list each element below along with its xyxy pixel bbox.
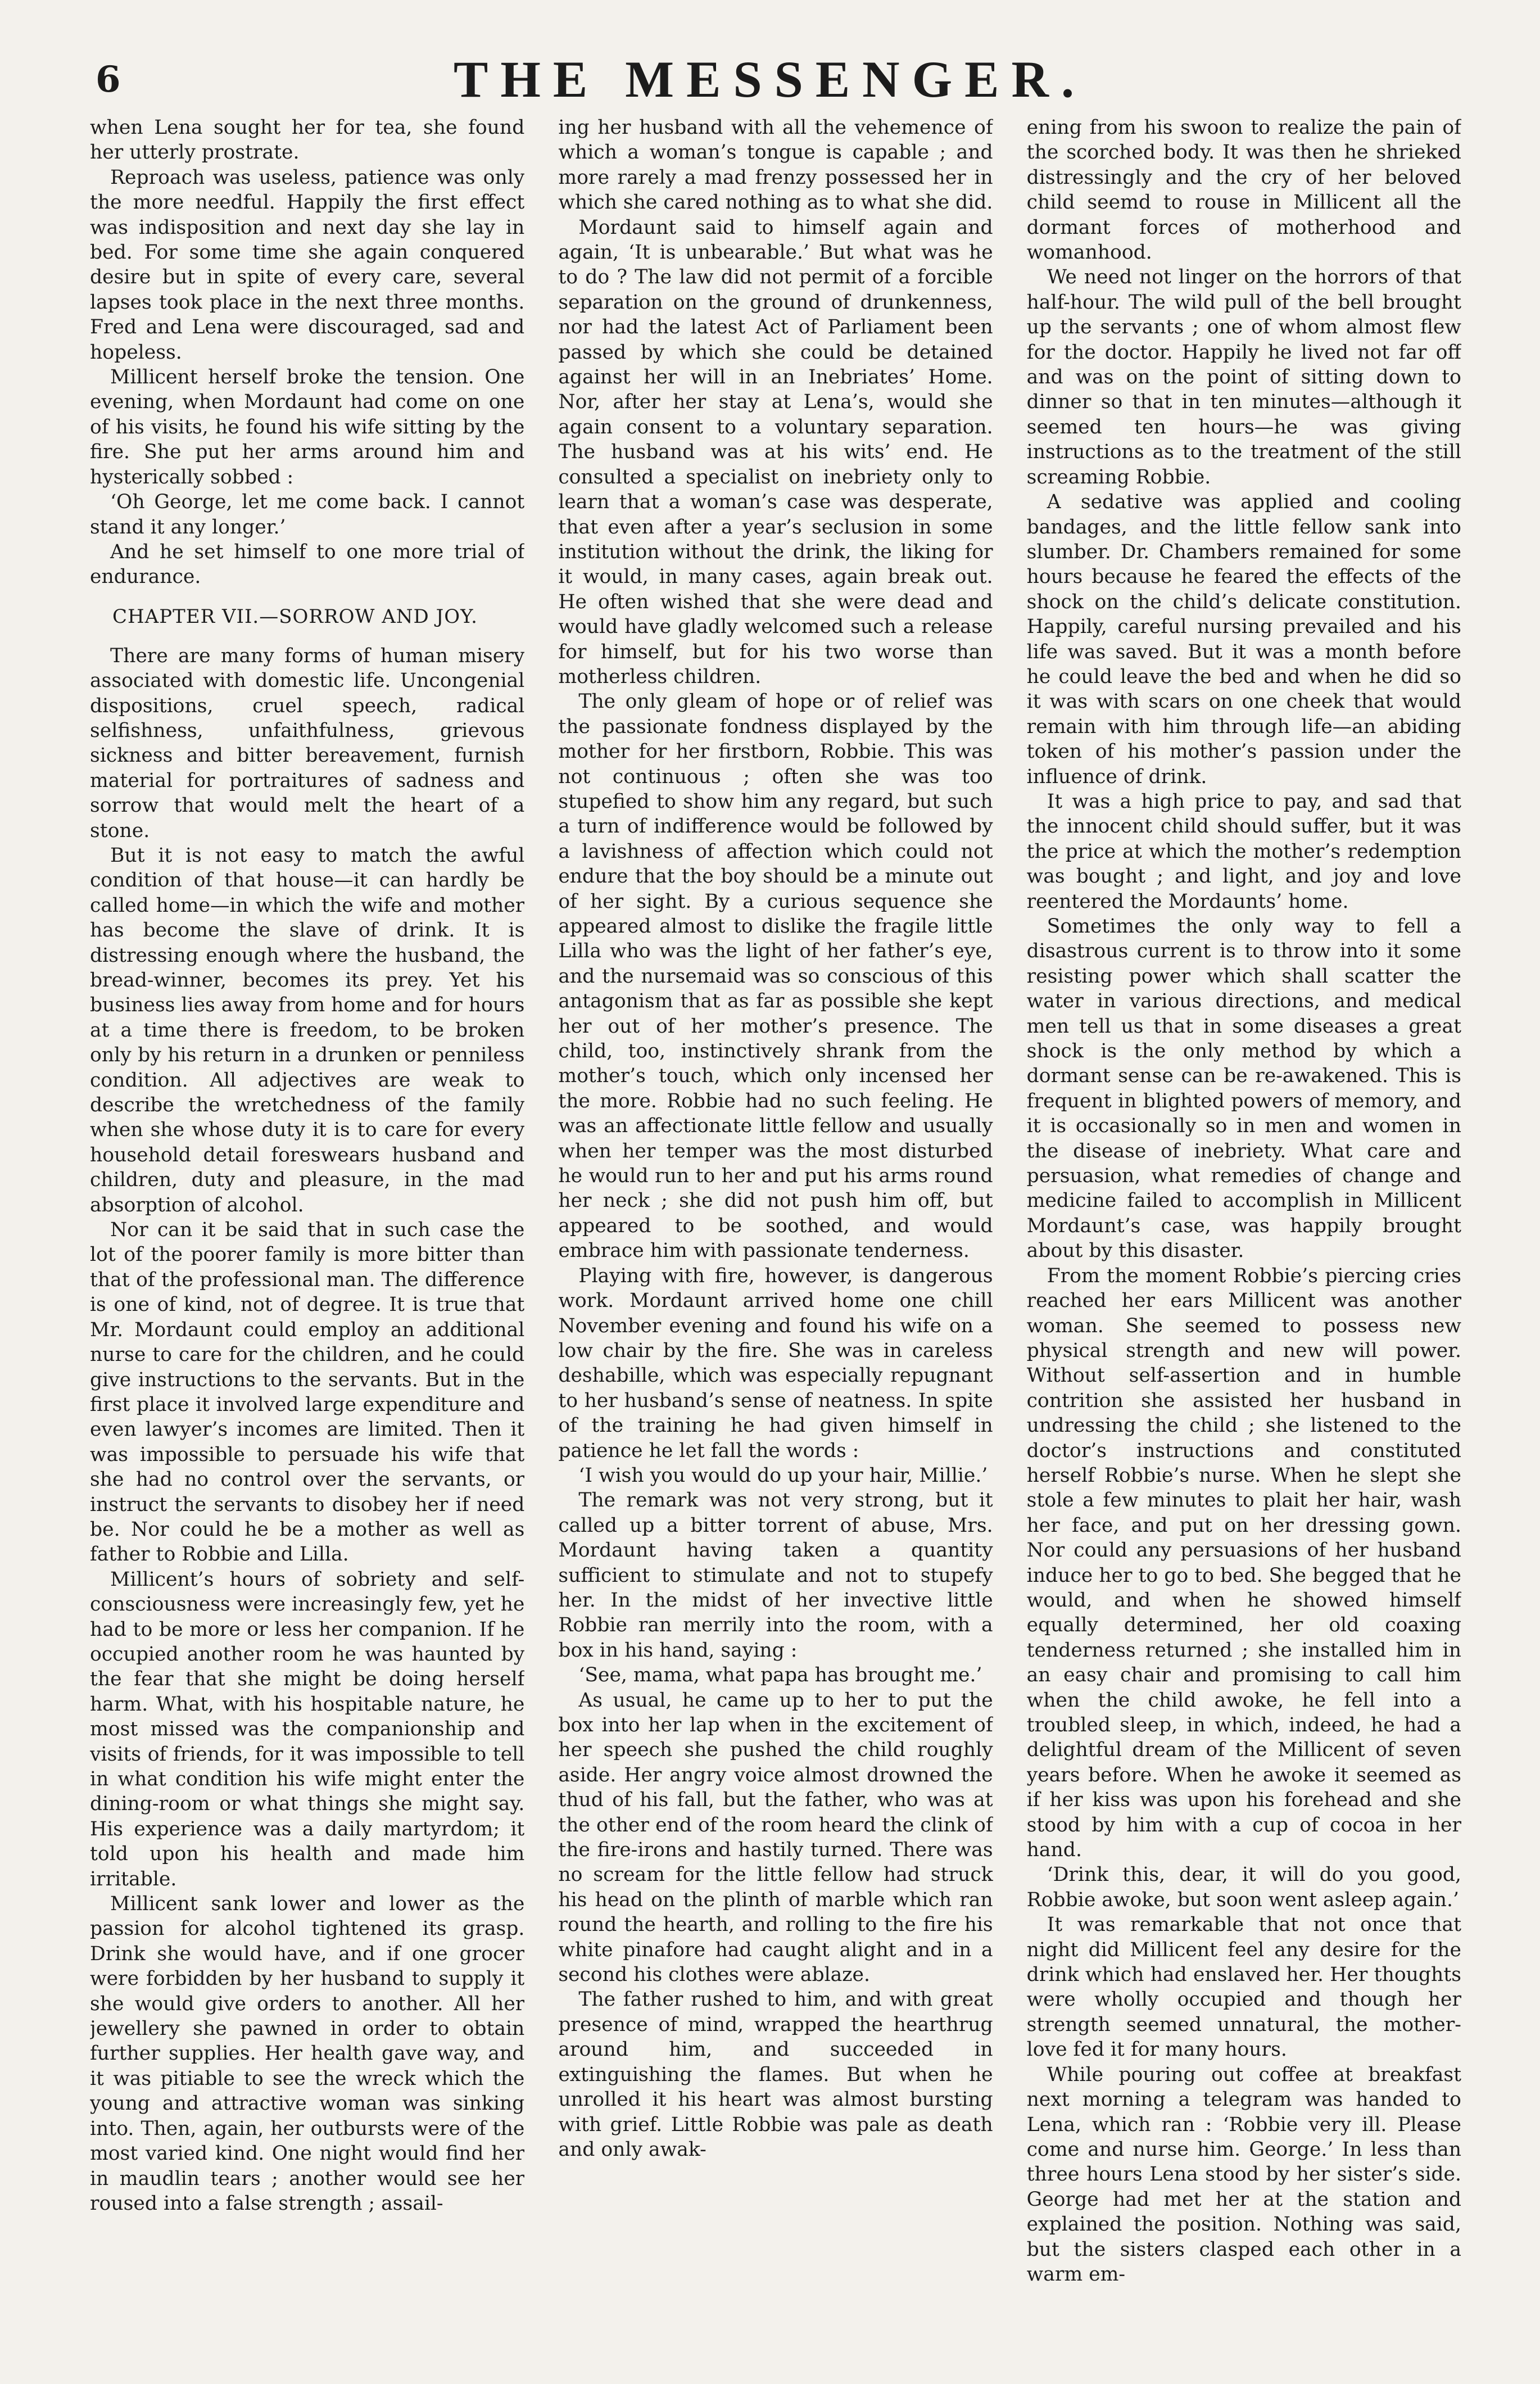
article-paragraph: Nor can it be said that in such case the lot of the poorer family is more bitter than that of the professional man. The difference is one of kind, not of degree. It is true that Mr. Mordaunt could employ an additional nurse to care for the children, and he could give instructions to the servants. But in the first place it involved large expenditure and even lawyer’s incomes are limited. Then it was impossible to persuade his wife that she had no control over the servants, or instruct the servants to disobey her if need be. Nor could he be a mother as well as father to Robbie and Lilla. bbox=[90, 1219, 525, 1566]
article-paragraph: Playing with fire, however, is dangerous work. Mordaunt arrived home one chill November evening and found his wife on a low chair by the fire. She was in careless deshabille, which was especially repugnant to her husband’s sense of neatness. In spite of the training he had given himself in patience he let fall the words : bbox=[558, 1264, 993, 1462]
article-paragraph: ‘I wish you would do up your hair, Millie.’ bbox=[578, 1464, 988, 1487]
article-paragraph: ing her husband with all the vehemence of which a woman’s tongue is capable ; and more rarely a mad frenzy possessed her in which she cared nothing as to what she did. bbox=[558, 116, 993, 214]
article-paragraph: From the moment Robbie’s piercing cries reached her ears Millicent was another woman. She seemed to possess new physical strength and new will power. Without self-assertion and in humble contrition she assisted her husband in undressing the child ; she listened to the doctor’s instructions and constituted herself Robbie’s nurse. When he slept she stole a few minutes to plait her hair, wash her face, and put on her dressing gown. Nor could any persuasions of her husband induce her to go to bed. She begged that he would, and when he showed himself equally determined, her old coaxing tenderness returned ; she installed him in an easy chair and promising to call him when the child awoke, he fell into a troubled sleep, in which, indeed, he had a delightful dream of the Millicent of seven years before. When he awoke it seemed as if her kiss was upon his forehead and she stood by him with a cup of cocoa in her hand. bbox=[1026, 1264, 1461, 1862]
article-paragraph: ‘See, mama, what papa has brought me.’ bbox=[578, 1664, 982, 1687]
newspaper-title: THE MESSENGER. bbox=[454, 51, 1086, 108]
article-paragraph: It was a high price to pay, and sad that the innocent child should suffer, but it was the price at which the mother’s redemption was bought ; and light, and joy and love reentered the Mordaunts’ home. bbox=[1026, 790, 1461, 913]
article-paragraph: Reproach was useless, patience was only the more needful. Happily the first effect was indisposition and next day she lay in bed. For some time she again conquered desire but in spite of every care, several lapses took place in the next three months. Fred and Lena were discouraged, sad and hopeless. bbox=[90, 166, 525, 364]
article-paragraph: As usual, he came up to her to put the box into her lap when in the excitement of her speech she pushed the child roughly aside. Her angry voice almost drowned the thud of his fall, but the father, who was at the other end of the room heard the clink of the fire-irons and hastily turned. There was no scream for the little fellow had struck his head on the plinth of marble which ran round the hearth, and rolling to the fire his white pinafore had caught alight and in a second his clothes were ablaze. bbox=[558, 1689, 993, 1987]
article-paragraph: We need not linger on the horrors of that half-hour. The wild pull of the bell brought up the servants ; one of whom almost flew for the doctor. Happily he lived not far off and was on the point of sitting down to dinner so that in ten minutes—although it seemed ten hours—he was giving instructions as to the treatment of the still screaming Robbie. bbox=[1026, 266, 1461, 488]
masthead bbox=[84, 45, 1456, 118]
article-paragraph: ening from his swoon to realize the pain of the scorched body. It was then he shrieked distressingly and the cry of her beloved child seemd to rouse in Millicent all the dormant forces of motherhood and womanhood. bbox=[1026, 116, 1461, 264]
article-paragraph: It was remarkable that not once that night did Millicent feel any desire for the drink which had enslaved her. Her thoughts were wholly occupied and though her strength seemed unnatural, the mother-love fed it for many hours. bbox=[1026, 1913, 1461, 2061]
article-paragraph: Millicent sank lower and lower as the passion for alcohol tightened its grasp. Drink she would have, and if one grocer were forbidden by her husband to supply it she would give orders to another. All her jewellery she pawned in order to obtain further supplies. Her health gave way, and it was pitiable to see the wreck which the young and attractive woman was sinking into. Then, again, her outbursts were of the most varied kind. One night would find her in maudlin tears ; another would see her roused into a false strength ; assail- bbox=[90, 1893, 525, 2215]
article-paragraph: While pouring out coffee at breakfast next morning a telegram was handed to Lena, which ran : ‘Robbie very ill. Please come and nurse him. George.’ In less than three hours Lena stood by her sister’s side. George had met her at the station and explained the position. Nothing was said, but the sisters clasped each other in a warm em- bbox=[1026, 2063, 1461, 2286]
chapter-heading: CHAPTER VII.—SORROW AND JOY. bbox=[112, 605, 478, 628]
article-paragraph: ‘Oh George, let me come back. I cannot stand it any longer.’ bbox=[90, 491, 525, 539]
article-paragraph: But it is not easy to match the awful condition of that house—it can hardly be called home—in which the wife and mother has become the slave of drink. It is distressing enough where the husband, the bread-winner, becomes its prey. Yet his business lies away from home and for hours at a time there is freedom, to be broken only by his return in a drunken or penniless condition. All adjectives are weak to describe the wretchedness of the family when she whose duty it is to care for every household detail foreswears husband and children, duty and pleasure, in the mad absorption of alcohol. bbox=[90, 844, 525, 1216]
page-number: 6 bbox=[96, 58, 121, 101]
column-1 bbox=[90, 115, 524, 2341]
article-paragraph: ‘Drink this, dear, it will do you good, Robbie awoke, but soon went asleep again.’ bbox=[1026, 1863, 1461, 1911]
article-paragraph: The only gleam of hope or of relief was the passionate fondness displayed by the mother for her firstborn, Robbie. This was not continuous ; often she was too stupefied to show him any regard, but such a turn of indifference would be followed by a lavishness of affection which could not endure that the boy should be a minute out of her sight. By a curious sequence she appeared almost to dislike the fragile little Lilla who was the light of her father’s eye, and the nursemaid was so conscious of this antagonism that as far as possible she kept her out of her mother’s presence. The child, too, instinctively shrank from the mother’s touch, which only incensed her the more. Robbie had no such feeling. He was an affectionate little fellow and usually when her temper was the most disturbed he would run to her and put his arms round her neck ; she did not push him off, but appeared to be soothed, and would embrace him with passionate tenderness. bbox=[558, 690, 993, 1263]
article-paragraph: Millicent’s hours of sobriety and self-consciousness were increasingly few, yet he had to be more or less her companion. If he occupied another room he was haunted by the fear that she might be doing herself harm. What, with his hospitable nature, he most missed was the companionship and visits of friends, for it was impossible to tell in what condition his wife might enter the dining-room or what things she might say. His experience was a daily martyrdom; it told upon his health and made him irritable. bbox=[90, 1568, 525, 1890]
article-paragraph: The remark was not very strong, but it called up a bitter torrent of abuse, Mrs. Mordaunt having taken a quantity sufficient to stimulate and not to stupefy her. In the midst of her invective little Robbie ran merrily into the room, with a box in his hand, saying : bbox=[558, 1489, 993, 1662]
article-paragraph: A sedative was applied and cooling bandages, and the little fellow sank into slumber. Dr. Chambers remained for some hours because he feared the effects of the shock on the child’s delicate constitution. Happily, careful nursing prevailed and his life was saved. But it was a month before he could leave the bed and when he did so it was with scars on one cheek that would remain with him through life—an abiding token of his mother’s passion under the influence of drink. bbox=[1026, 491, 1461, 788]
article-columns bbox=[90, 115, 1461, 2341]
article-paragraph: And he set himself to one more trial of endurance. bbox=[90, 540, 525, 589]
article-paragraph: Sometimes the only way to fell a disastrous current is to throw into it some resisting power which shall scatter the water in various directions, and medical men tell us that in some diseases a great shock is the only method by which a dormant sense can be re-awakened. This is frequent in blighted powers of memory, and it is occasionally so in men and women in the disease of inebriety. What care and persuasion, what remedies of change and medicine failed to accomplish in Millicent Mordaunt’s case, was happily brought about by this disaster. bbox=[1026, 915, 1461, 1263]
article-paragraph: when Lena sought her for tea, she found her utterly prostrate. bbox=[90, 116, 525, 164]
column-3 bbox=[1027, 115, 1461, 2341]
column-2 bbox=[558, 115, 993, 2341]
article-paragraph: Millicent herself broke the tension. One evening, when Mordaunt had come on one of his visits, he found his wife sitting by the fire. She put her arms around him and hysterically sobbed : bbox=[90, 366, 525, 488]
article-paragraph: There are many forms of human misery associated with domestic life. Uncongenial dispositions, cruel speech, radical selfishness, unfaithfulness, grievous sickness and bitter bereavement, furnish material for portraitures of sadness and sorrow that would melt the heart of a stone. bbox=[90, 644, 525, 842]
article-paragraph: The father rushed to him, and with great presence of mind, wrapped the hearthrug around him, and succeeded in extinguishing the flames. But when he unrolled it his heart was almost bursting with grief. Little Robbie was pale as death and only awak- bbox=[558, 1988, 993, 2161]
article-paragraph: Mordaunt said to himself again and again, ‘It is unbearable.’ But what was he to do ? The law did not permit of a forcible separation on the ground of drunkenness, nor had the latest Act of Parliament been passed by which she could be detained against her will in an Inebriates’ Home. Nor, after her stay at Lena’s, would she again consent to a voluntary separation. The husband was at his wits’ end. He consulted a specialist on inebriety only to learn that a woman’s case was desperate, that even after a year’s seclusion in some institution without the drink, the liking for it would, in many cases, again break out. He often wished that she were dead and would have gladly welcomed such a release for himself, but for his two worse than motherless children. bbox=[558, 216, 993, 688]
